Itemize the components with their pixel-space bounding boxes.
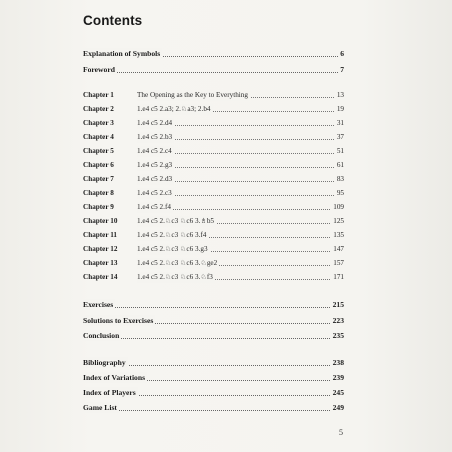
toc-entry-page: 239	[332, 373, 344, 382]
toc-entry-page: 6	[340, 49, 344, 58]
toc-entry-page: 223	[332, 316, 344, 325]
toc-chapter-14[interactable]	[83, 272, 344, 283]
toc-entry-explanation-of-symbols[interactable]	[83, 48, 344, 59]
chapter-label: Chapter 14	[83, 273, 118, 281]
toc-entry-label: Bibliography	[83, 358, 126, 367]
toc-chapter-6[interactable]	[83, 160, 344, 171]
chapter-description: 1.e4 c5 2.♘c3 ♘c6 3.f4	[137, 231, 207, 239]
dot-leader	[83, 337, 344, 339]
toc-entry-game-list[interactable]	[83, 402, 344, 413]
chapter-label: Chapter 5	[83, 147, 114, 155]
toc-entry-conclusion[interactable]	[83, 330, 344, 341]
chapter-page: 61	[336, 161, 344, 169]
page-title: Contents	[83, 13, 143, 28]
toc-chapter-11[interactable]	[83, 230, 344, 241]
chapter-description: 1.e4 c5 2.♘c3 ♘c6 3.g3	[137, 245, 208, 253]
toc-entry-index-of-variations[interactable]	[83, 372, 344, 383]
chapter-page: 95	[336, 189, 344, 197]
toc-entry-page: 7	[340, 65, 344, 74]
toc-entry-label: Exercises	[83, 300, 114, 309]
chapter-description: 1.e4 c5 2.♘c3 ♘c6 3.♗b5	[137, 217, 215, 225]
chapter-label: Chapter 9	[83, 203, 114, 211]
toc-chapter-13[interactable]	[83, 258, 344, 269]
chapter-description: 1.e4 c5 2.d3	[137, 175, 173, 183]
toc-entry-label: Game List	[83, 403, 117, 412]
toc-entry-index-of-players[interactable]	[83, 387, 344, 398]
chapter-page: 31	[336, 119, 344, 127]
toc-chapter-3[interactable]	[83, 118, 344, 129]
toc-entry-label: Conclusion	[83, 331, 120, 340]
chapter-page: 13	[336, 91, 344, 99]
chapter-label: Chapter 11	[83, 231, 118, 239]
chapter-description: The Opening as the Key to Everything	[137, 91, 248, 99]
chapter-page: 51	[336, 147, 344, 155]
chapter-label: Chapter 1	[83, 91, 114, 99]
toc-entry-label: Foreword	[83, 65, 115, 74]
chapter-description: 1.e4 c5 2.b3	[137, 133, 173, 141]
chapter-page: 125	[333, 217, 344, 225]
toc-chapter-12[interactable]	[83, 244, 344, 255]
toc-entry-label: Index of Players	[83, 388, 136, 397]
toc-chapter-4[interactable]	[83, 132, 344, 143]
chapter-description: 1.e4 c5 2.f4	[137, 203, 171, 211]
toc-entry-label: Solutions to Exercises	[83, 316, 154, 325]
toc-entry-page: 249	[332, 403, 344, 412]
toc-chapter-1[interactable]	[83, 90, 344, 101]
chapter-description: 1.e4 c5 2.a3; 2.♘a3; 2.b4	[137, 105, 211, 113]
chapter-page: 83	[336, 175, 344, 183]
toc-entry-page: 215	[332, 300, 344, 309]
toc-entry-page: 235	[332, 331, 344, 340]
chapter-description: 1.e4 c5 2.d4	[137, 119, 173, 127]
chapter-label: Chapter 12	[83, 245, 118, 253]
toc-entry-solutions-to-exercises[interactable]	[83, 315, 344, 326]
dot-leader	[83, 409, 344, 411]
toc-chapter-2[interactable]	[83, 104, 344, 115]
page-number: 5	[339, 428, 343, 437]
chapter-page: 37	[336, 133, 344, 141]
toc-entry-page: 238	[332, 358, 344, 367]
toc-chapter-7[interactable]	[83, 174, 344, 185]
chapter-page: 171	[333, 273, 344, 281]
chapter-page: 135	[333, 231, 344, 239]
chapter-label: Chapter 13	[83, 259, 118, 267]
toc-entry-foreword[interactable]	[83, 64, 344, 75]
chapter-label: Chapter 10	[83, 217, 118, 225]
toc-entry-exercises[interactable]	[83, 299, 344, 310]
toc-chapter-8[interactable]	[83, 188, 344, 199]
toc-entry-label: Explanation of Symbols	[83, 49, 161, 58]
dot-leader	[83, 306, 344, 308]
chapter-label: Chapter 3	[83, 119, 114, 127]
chapter-page: 147	[333, 245, 344, 253]
chapter-label: Chapter 8	[83, 189, 114, 197]
toc-chapter-5[interactable]	[83, 146, 344, 157]
chapter-description: 1.e4 c5 2.c3	[137, 189, 172, 197]
toc-chapter-9[interactable]	[83, 202, 344, 213]
chapter-description: 1.e4 c5 2.♘c3 ♘c6 3.♘ge2	[137, 259, 218, 267]
toc-entry-page: 245	[332, 388, 344, 397]
chapter-label: Chapter 6	[83, 161, 114, 169]
chapter-label: Chapter 7	[83, 175, 114, 183]
chapter-page: 109	[333, 203, 344, 211]
chapter-page: 19	[336, 105, 344, 113]
toc-entry-bibliography[interactable]	[83, 357, 344, 368]
chapter-label: Chapter 4	[83, 133, 114, 141]
chapter-description: 1.e4 c5 2.♘c3 ♘c6 3.♘f3	[137, 273, 213, 281]
chapter-description: 1.e4 c5 2.c4	[137, 147, 172, 155]
chapter-description: 1.e4 c5 2.g3	[137, 161, 173, 169]
chapter-page: 157	[333, 259, 344, 267]
toc-entry-label: Index of Variations	[83, 373, 146, 382]
chapter-label: Chapter 2	[83, 105, 114, 113]
dot-leader	[83, 71, 344, 73]
toc-chapter-10[interactable]	[83, 216, 344, 227]
